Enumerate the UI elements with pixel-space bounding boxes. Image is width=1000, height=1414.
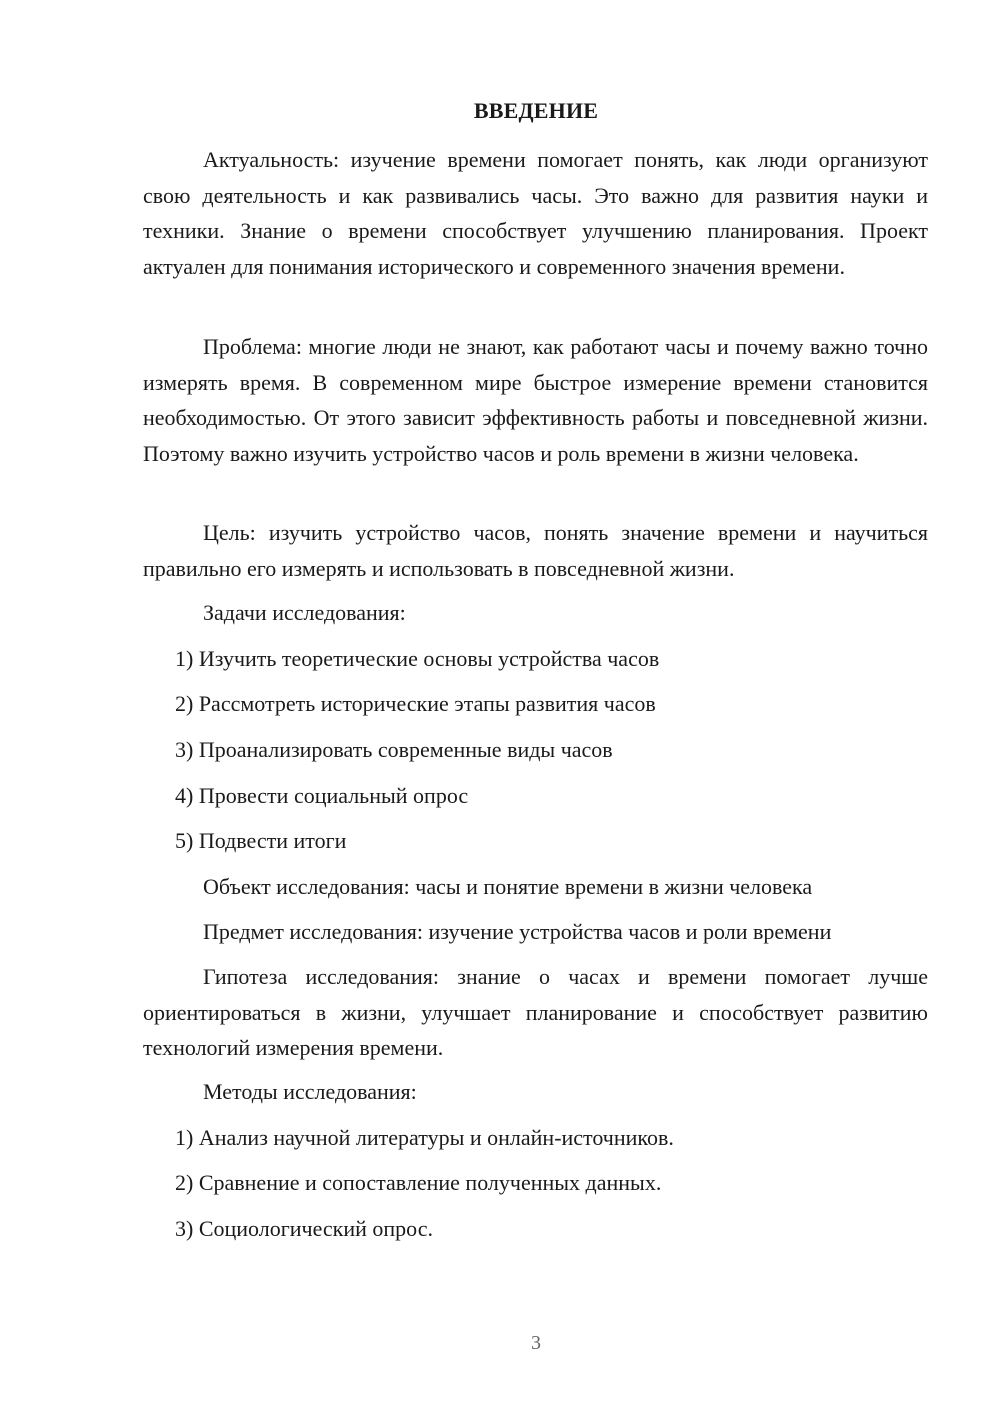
task-item: 3) Проанализировать современные виды часов xyxy=(175,737,613,762)
task-item: 5) Подвести итоги xyxy=(175,828,347,853)
relevance-paragraph: Актуальность: изучение времени помогает понять, как люди организуют свою деятельность и как развивались часы. Это важно для развития науки и техники. Знание о времени способствует улучшению планирования. Проект актуален для понимания исторического и современного значения времени. xyxy=(143,147,928,279)
hypothesis-paragraph: Гипотеза исследования: знание о часах и времени помогает лучше ориентироваться в жизни, улучшает планирование и способствует развитию технологий измерения времени. xyxy=(143,964,928,1060)
subject-line: Предмет исследования: изучение устройства часов и роли времени xyxy=(203,919,832,944)
task-item: 4) Провести социальный опрос xyxy=(175,783,469,808)
tasks-heading: Задачи исследования: xyxy=(203,600,406,625)
method-item: 2) Сравнение и сопоставление полученных данных. xyxy=(175,1170,662,1195)
object-line: Объект исследования: часы и понятие времени в жизни человека xyxy=(203,874,813,899)
method-item: 1) Анализ научной литературы и онлайн-источников. xyxy=(175,1125,674,1150)
page-number: 3 xyxy=(531,1332,541,1354)
methods-heading: Методы исследования: xyxy=(203,1079,417,1104)
task-item: 1) Изучить теоретические основы устройства часов xyxy=(175,646,660,671)
goal-paragraph: Цель: изучить устройство часов, понять значение времени и научиться правильно его измерять и использовать в повседневной жизни. xyxy=(143,520,928,581)
problem-paragraph: Проблема: многие люди не знают, как работают часы и почему важно точно измерять время. В современном мире быстрое измерение времени становится необходимостью. От этого зависит эффективность работы и повседневной жизни. Поэтому важно изучить устройство часов и роль времени в жизни человека. xyxy=(143,334,928,466)
task-item: 2) Рассмотреть исторические этапы развития часов xyxy=(175,691,656,716)
method-item: 3) Социологический опрос. xyxy=(175,1216,433,1241)
page-title: ВВЕДЕНИЕ xyxy=(473,98,599,123)
